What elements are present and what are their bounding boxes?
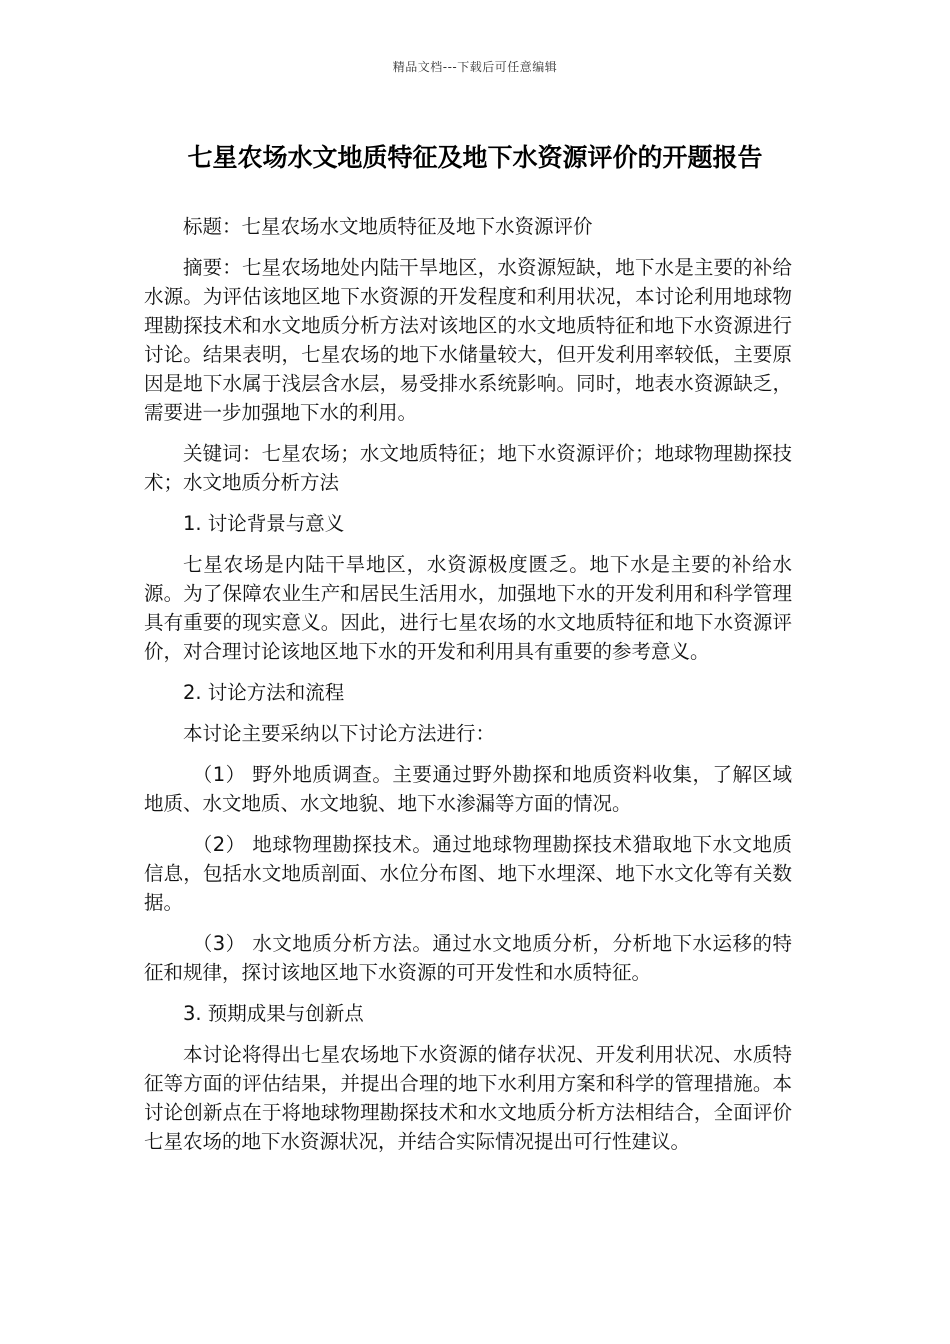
- title-line: 标题：七星农场水文地质特征及地下水资源评价: [183, 215, 593, 238]
- section-heading-outcomes: 3. 预期成果与创新点: [183, 1002, 364, 1025]
- method-item-field-survey: （1） 野外地质调查。主要通过野外勘探和地质资料收集，了解区域地质、水文地质、水文地貌、地下水渗漏等方面的情况。: [144, 763, 792, 815]
- document-title: 七星农场水文地质特征及地下水资源评价的开题报告: [187, 143, 763, 172]
- method-item-hydrogeology: （3） 水文地质分析方法。通过水文地质分析，分析地下水运移的特征和规律，探讨该地区地下水资源的可开发性和水质特征。: [144, 932, 792, 984]
- outcomes-paragraph: 本讨论将得出七星农场地下水资源的储存状况、开发利用状况、水质特征等方面的评估结果，并提出合理的地下水利用方案和科学的管理措施。本讨论创新点在于将地球物理勘探技术和水文地质分析方法相结合，全面评价七星农场的地下水资源状况，并结合实际情况提出可行性建议。: [144, 1043, 792, 1153]
- abstract-paragraph: 摘要：七星农场地处内陆干旱地区，水资源短缺，地下水是主要的补给水源。为评估该地区地下水资源的开发程度和利用状况，本讨论利用地球物理勘探技术和水文地质分析方法对该地区的水文地质特征和地下水资源进行讨论。结果表明，七星农场的地下水储量较大，但开发利用率较低，主要原因是地下水属于浅层含水层，易受排水系统影响。同时，地表水资源缺乏，需要进一步加强地下水的利用。: [144, 256, 792, 424]
- header-note: 精品文档---下载后可任意编辑: [392, 60, 558, 74]
- background-paragraph: 七星农场是内陆干旱地区，水资源极度匮乏。地下水是主要的补给水源。为了保障农业生产和居民生活用水，加强地下水的开发利用和科学管理具有重要的现实意义。因此，进行七星农场的水文地质特征和地下水资源评价，对合理讨论该地区地下水的开发和利用具有重要的参考意义。: [144, 553, 792, 663]
- section-heading-background: 1. 讨论背景与意义: [183, 512, 345, 535]
- keywords-paragraph: 关键词：七星农场；水文地质特征；地下水资源评价；地球物理勘探技术；水文地质分析方法: [144, 442, 792, 494]
- document-body: [144, 212, 792, 1168]
- methods-intro-paragraph: 本讨论主要采纳以下讨论方法进行：: [183, 722, 496, 745]
- method-item-geophysics: （2） 地球物理勘探技术。通过地球物理勘探技术猎取地下水文地质信息，包括水文地质剖面、水位分布图、地下水埋深、地下水文化等有关数据。: [144, 833, 792, 914]
- section-heading-methods: 2. 讨论方法和流程: [183, 681, 345, 704]
